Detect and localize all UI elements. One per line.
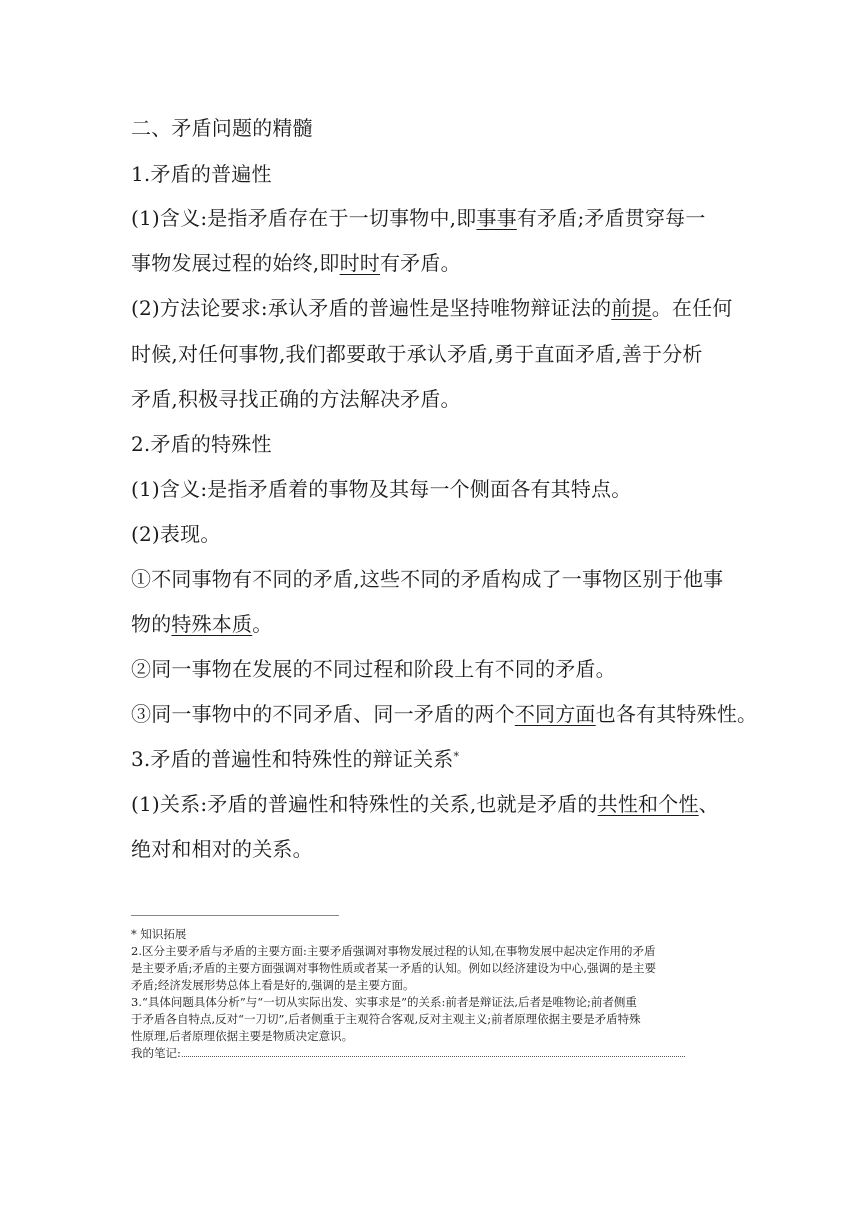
text-span: ①不同事物有不同的矛盾,这些不同的矛盾构成了一事物区别于他事 [131,567,724,591]
section-title-text: 二、矛盾问题的精髓 [131,116,313,140]
text-span: 绝对和相对的关系。 [131,837,313,861]
manifestation-item-1-line-2 [131,611,272,637]
methodology-line-3 [131,386,461,412]
text-span: 物的 [131,612,172,636]
text-span: 。 [252,612,273,636]
manifestation-item-1-line-1 [131,566,723,592]
heading-particularity [131,431,272,457]
section-title [131,115,313,141]
text-span: 3.“具体问题具体分析”与“一切从实际出发、实事求是”的关系:前者是辩证法,后者是唯物论;前者侧重 [131,995,637,1009]
heading-universality [131,161,272,187]
text-span: (2)方法论要求:承认矛盾的普遍性是坚持唯物辩证法的 [131,296,612,320]
notes-label: 我的笔记: [131,1046,181,1060]
text-span: 事物发展过程的始终,即 [131,251,340,275]
particularity-definition [131,476,631,502]
particularity-manifestation [131,521,221,547]
heading-dialectical-relation [131,746,459,772]
methodology-line-1 [131,295,733,321]
text-span: 矛盾,积极寻找正确的方法解决矛盾。 [131,387,461,411]
text-span: 性原理,后者原理依据主要是物质决定意识。 [131,1029,354,1043]
footnote-marker: * [453,750,460,763]
text-span: 有矛盾;矛盾贯穿每一 [516,206,706,230]
manifestation-item-2 [131,656,616,682]
text-span: (2)表现。 [131,522,221,546]
footnote-line-1 [131,944,656,959]
universality-definition-line-1 [131,205,706,231]
underlined-term: 特殊本质 [171,612,253,636]
heading-universality-text: 1.矛盾的普遍性 [131,162,272,186]
text-span: 、 [698,792,719,816]
underlined-term: 时时 [339,251,380,275]
text-span: 也各有其特殊性。 [595,702,758,726]
universality-definition-line-2 [131,250,461,276]
footnote-line-6 [131,1029,353,1044]
footnote-line-4 [131,995,637,1010]
text-span: (1)含义:是指矛盾着的事物及其每一个侧面各有其特点。 [131,477,632,501]
text-span: 于矛盾各自特点,反对“一刀切”,后者侧重于主观符合客观,反对主观主义;前者原理依据主要是矛盾特殊 [131,1012,641,1026]
underlined-term: 前提 [611,296,652,320]
text-span: (1)关系:矛盾的普遍性和特殊性的关系,也就是矛盾的 [131,792,598,816]
text-span: (1)含义:是指矛盾存在于一切事物中,即 [131,206,477,230]
manifestation-item-3 [131,701,757,727]
text-span: ②同一事物在发展的不同过程和阶段上有不同的矛盾。 [131,657,616,681]
text-span: 是主要矛盾;矛盾的主要方面强调对事物性质或者某一矛盾的认知。例如以经济建设为中心,强调的是主要 [131,961,657,975]
text-span: 时候,对任何事物,我们都要敢于承认矛盾,勇于直面矛盾,善于分析 [131,342,703,366]
heading-dialectical-relation-text: 3.矛盾的普遍性和特殊性的辩证关系 [131,747,454,771]
footnote-line-5 [131,1012,641,1027]
text-span: 。在任何 [651,296,733,320]
text-span: 矛盾;经济发展形势总体上看是好的,强调的是主要方面。 [131,978,415,992]
text-span: 有矛盾。 [379,251,461,275]
underlined-term: 事事 [476,206,517,230]
notes-line [131,1046,685,1061]
footnote-divider [131,915,339,916]
methodology-line-2 [131,341,703,367]
footnote-line-3 [131,978,415,993]
relation-line-1 [131,791,719,817]
notes-writing-area[interactable] [182,1046,685,1057]
text-span: 2.区分主要矛盾与矛盾的主要方面:主要矛盾强调对事物发展过程的认知,在事物发展中起决定作用的矛盾 [131,944,656,958]
text-span: ③同一事物中的不同矛盾、同一矛盾的两个 [131,702,515,726]
relation-line-2 [131,836,313,862]
heading-particularity-text: 2.矛盾的特殊性 [131,432,272,456]
underlined-term: 不同方面 [514,702,596,726]
footnote-title [131,927,186,942]
footnote-line-2 [131,961,656,976]
underlined-term: 共性和个性 [597,792,699,816]
footnote-title-text: * 知识拓展 [131,927,187,941]
